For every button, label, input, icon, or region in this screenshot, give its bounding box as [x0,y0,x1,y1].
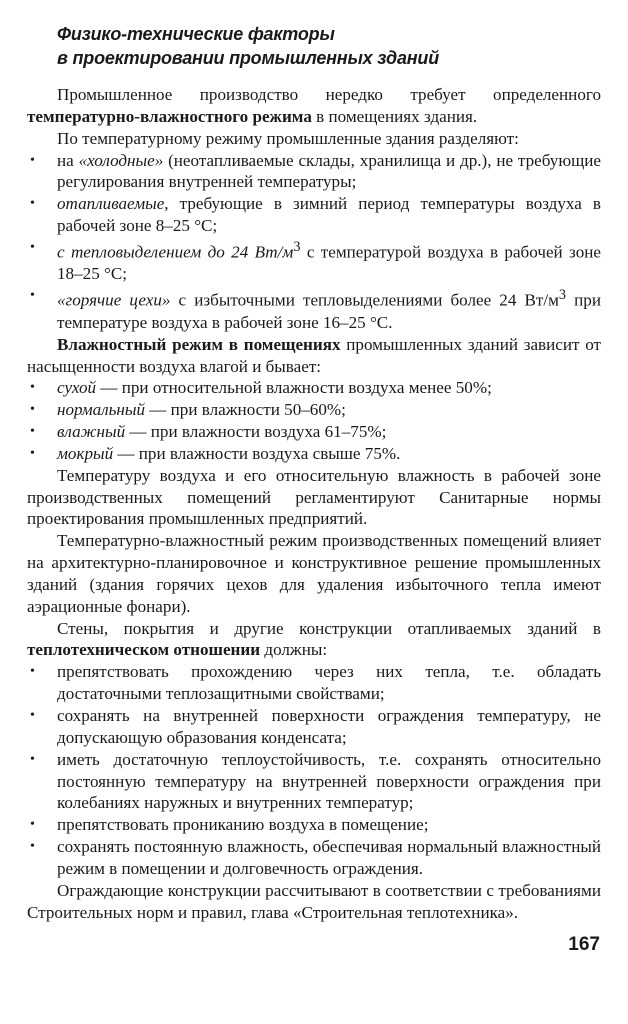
item-text: с избыточными тепловыделениями более 24 Вт/м [170,290,559,310]
item-text: — при влажности воздуха 61–75%; [125,422,387,442]
temp-lead: По температурному режиму промышленные здания разделяют: [57,128,519,148]
item-term: «холодные» [78,150,164,170]
body-text [27,84,601,923]
list-item: • препятствовать прониканию воздуха в помещение; [27,814,601,836]
item-term: нормальный [57,400,146,420]
walls-text-end: должны: [260,640,328,660]
item-term: отапливаемые [57,194,165,214]
item-text: — при влажности 50–60%; [145,400,346,420]
list-item [27,399,601,421]
item-text: на [57,150,79,170]
list-item [27,443,601,465]
heading-line-2: в проектировании промышленных зданий [57,48,440,68]
humidity-list [27,377,601,464]
humidity-bold-term: Влажностный режим в помещениях [57,334,341,354]
humidity-paragraph [27,334,601,378]
humidity-text: промышленных зданий зависит от насыщенности воздуха влагой и бывает: [27,334,601,376]
architecture-paragraph: Температурно-влажностный режим производственных помещений влияет на архитектурно-планировочное и конструктивное решение промышленных зданий (здания горячих цехов для удаления избыточного тепла имеют аэрационные фонари). [27,531,601,616]
list-item [27,150,601,194]
walls-list [27,661,601,879]
item-term: мокрый [57,443,114,463]
section-heading [57,22,601,70]
list-item [27,421,601,443]
intro-paragraph [27,84,601,128]
item-text: — при относительной влажности воздуха менее 50%; [96,378,492,398]
item-text: при температуре воздуха в рабочей зоне 16–25 °С. [57,290,601,332]
list-item [27,193,601,237]
superscript: 3 [558,287,567,304]
item-term: влажный [57,422,126,442]
list-item [27,285,601,333]
intro-text-end: в помещениях здания. [311,106,478,126]
list-item: • иметь достаточную теплоустойчивость, т.е. сохранять относительно постоянную температуру на внутренней поверхности ограждения при колебаниях наружных и внутренних температур; [27,749,601,815]
walls-paragraph [27,618,601,662]
walls-bold-term: теплотехническом отношении [27,640,261,660]
list-item: • препятствовать прохождению через них тепла, т.е. обладать достаточными теплозащитными свойствами; [27,661,601,705]
item-text: , требующие в зимний период температуры воздуха в рабочей зоне 8–25 °С; [57,194,601,236]
list-item [27,237,601,285]
list-item: • сохранять постоянную влажность, обеспечивая нормальный влажностный режим в помещении и долговечность ограждения. [27,836,601,880]
list-item: • сохранять на внутренней поверхности ограждения температуру, не допускающую образования конденсата; [27,705,601,749]
page-number: 167 [568,934,600,955]
sanitary-paragraph: Температуру воздуха и его относительную влажность в рабочей зоне производственных помещений регламентируют Санитарные нормы проектирования промышленных предприятий. [27,465,601,529]
item-term: с тепловыделением до 24 Вт/м [57,242,294,262]
list-item [27,377,601,399]
intro-text: Промышленное производство нередко требует определенного [57,85,601,104]
page-content [27,22,601,923]
temp-list [27,150,601,334]
item-text: — при влажности воздуха свыше 75%. [113,443,401,463]
intro-bold-term: температурно-влажностного режима [27,106,312,126]
final-paragraph: Ограждающие конструкции рассчитывают в соответствии с требованиями Строительных норм и правил, глава «Строительная теплотехника». [27,880,601,922]
item-term: сухой [57,378,97,398]
superscript: 3 [293,238,301,255]
walls-text: Стены, покрытия и другие конструкции отапливаемых зданий в [57,618,601,638]
heading-line-1: Физико-технические факторы [57,24,335,44]
item-term: «горячие цехи» [57,290,171,310]
item-text: с температурой воздуха в рабочей зоне 18–25 °С; [57,242,601,284]
item-text: (неотапливаемые склады, хранилища и др.), не требующие регулирования внутренней температуры; [57,150,602,192]
